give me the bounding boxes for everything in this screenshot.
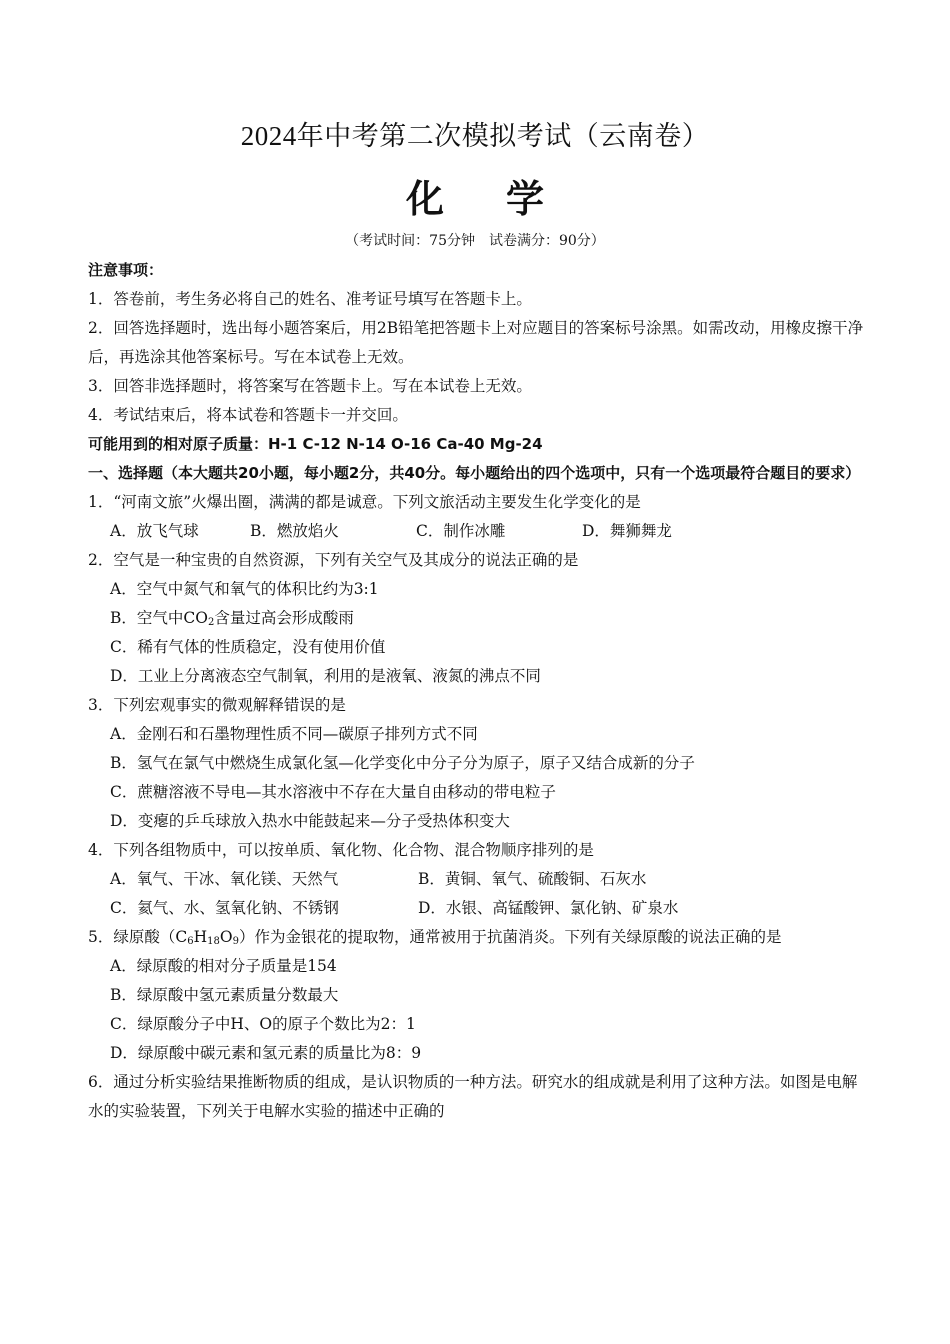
question-4-options-cd — [88, 894, 868, 923]
option-c: C．制作冰雕 — [416, 522, 506, 540]
exam-body — [88, 256, 868, 1126]
question-4-options-ab — [88, 865, 868, 894]
option-c: C．稀有气体的性质稳定，没有使用价值 — [110, 638, 386, 656]
option-a: A．放飞气球 — [110, 522, 199, 540]
option-d: D．水银、高锰酸钾、氯化钠、矿泉水 — [418, 899, 679, 917]
question-4-stem: 4．下列各组物质中，可以按单质、氧化物、化合物、混合物顺序排列的是 — [88, 841, 594, 859]
option-d: D．工业上分离液态空气制氧，利用的是液氧、液氮的沸点不同 — [110, 667, 541, 685]
option-a: A．空气中氮气和氧气的体积比约为3:1 — [110, 580, 379, 598]
option-b: B．空气中$CO_2$含量过高会形成酸雨 — [110, 609, 354, 628]
atomic-masses: 可能用到的相对原子质量：H-1 C-12 N-14 O-16 Ca-40 Mg-24 — [88, 435, 543, 453]
option-c: C．绿原酸分子中H、O的原子个数比为2：1 — [110, 1015, 416, 1033]
question-5-stem: 5．绿原酸$(C_6H_{18}O_9)$作为金银花的提取物，通常被用于抗菌消炎。下列有关绿原酸的说法正确的是 — [88, 928, 782, 947]
note-item: 3．回答非选择题时，将答案写在答题卡上。写在本试卷上无效。 — [88, 377, 532, 395]
notes-heading: 注意事项： — [88, 261, 164, 279]
option-a: A．金刚石和石墨物理性质不同—碳原子排列方式不同 — [110, 725, 478, 743]
option-b: B．绿原酸中氢元素质量分数最大 — [110, 986, 339, 1004]
subject-title: 化学 — [405, 177, 606, 221]
exam-info: （考试时间：75分钟 试卷满分：90分） — [345, 233, 605, 249]
option-d: D．绿原酸中碳元素和氢元素的质量比为8：9 — [110, 1044, 422, 1062]
question-2-stem: 2．空气是一种宝贵的自然资源，下列有关空气及其成分的说法正确的是 — [88, 551, 579, 569]
question-3-stem: 3．下列宏观事实的微观解释错误的是 — [88, 696, 346, 714]
option-a: A．绿原酸的相对分子质量是154 — [110, 957, 337, 975]
note-item: 1．答卷前，考生务必将自己的姓名、准考证号填写在答题卡上。 — [88, 290, 532, 308]
option-c: C．蔗糖溶液不导电—其水溶液中不存在大量自由移动的带电粒子 — [110, 783, 556, 801]
section-heading: 一、选择题（本大题共20小题，每小题2分，共40分。每小题给出的四个选项中，只有一个选项最符合题目的要求） — [88, 464, 861, 482]
option-d: D．舞狮舞龙 — [582, 522, 672, 540]
note-item: 4．考试结束后，将本试卷和答题卡一并交回。 — [88, 406, 408, 424]
question-6-stem: 6．通过分析实验结果推断物质的组成，是认识物质的一种方法。研究水的组成就是利用了这种方法。如图是电解水的实验装置，下列关于电解水实验的描述中正确的 — [88, 1073, 858, 1120]
option-c: C．氦气、水、氢氧化钠、不锈钢 — [110, 899, 339, 917]
question-1-stem: 1．“河南文旅”火爆出圈，满满的都是诚意。下列文旅活动主要发生化学变化的是 — [88, 493, 641, 511]
note-item: 2．回答选择题时，选出每小题答案后，用2B铅笔把答题卡上对应题目的答案标号涂黑。如需改动，用橡皮擦干净后，再选涂其他答案标号。写在本试卷上无效。 — [88, 319, 864, 366]
exam-title: 2024年中考第二次模拟考试（云南卷） — [240, 121, 710, 151]
option-b: B．黄铜、氧气、硫酸铜、石灰水 — [418, 870, 647, 888]
question-1-options — [88, 517, 868, 546]
option-a: A．氧气、干冰、氧化镁、天然气 — [110, 870, 339, 888]
option-b: B．燃放焰火 — [250, 522, 339, 540]
option-b: B．氢气在氯气中燃烧生成氯化氢—化学变化中分子分为原子，原子又结合成新的分子 — [110, 754, 695, 772]
option-d: D．变瘪的乒乓球放入热水中能鼓起来—分子受热体积变大 — [110, 812, 510, 830]
